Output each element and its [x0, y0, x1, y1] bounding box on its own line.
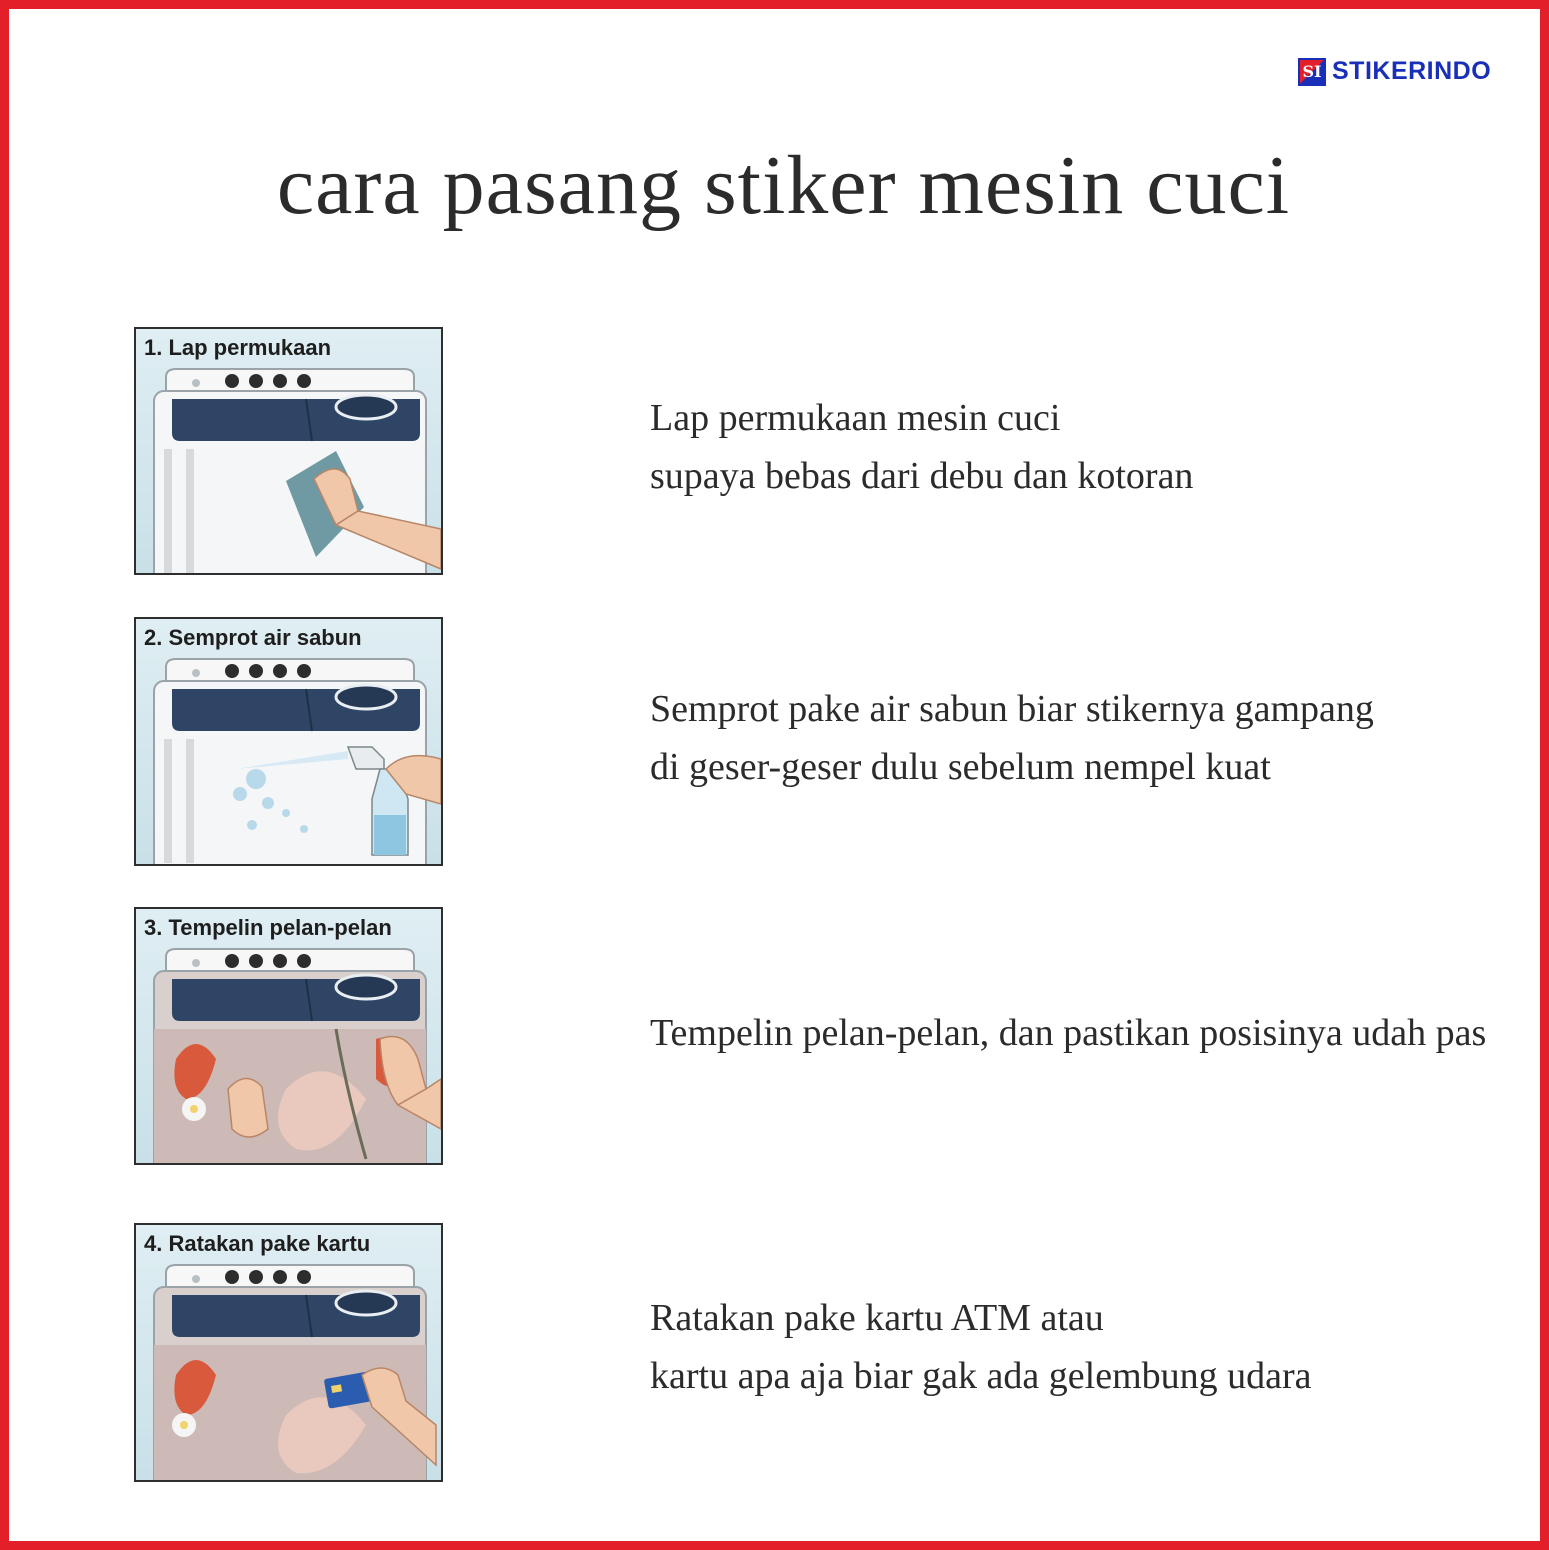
spray-bottle-icon [136, 619, 441, 864]
logo-mark-icon: SI [1298, 58, 1326, 86]
hands-apply-icon [136, 909, 441, 1163]
step-2-label: 2. Semprot air sabun [144, 625, 362, 650]
step-3-line-1: Tempelin pelan-pelan, dan pastikan posisinya udah pas [650, 1012, 1487, 1054]
step-4-illustration [134, 1223, 443, 1482]
step-1-illustration [134, 327, 443, 575]
brand-logo [1298, 57, 1491, 86]
step-1-label: 1. Lap permukaan [144, 335, 332, 360]
step-4-line-1: Ratakan pake kartu ATM atau [650, 1297, 1104, 1339]
step-2-line-1: Semprot pake air sabun biar stikernya gampang [650, 688, 1374, 730]
page-title: cara pasang stiker mesin cuci [276, 139, 1291, 232]
step-1-description [650, 389, 1193, 505]
step-1-line-1: Lap permukaan mesin cuci [650, 397, 1061, 439]
wipe-cloth-icon [136, 329, 441, 573]
step-3-illustration [134, 907, 443, 1165]
brand-name: STIKERINDO [1332, 57, 1492, 85]
step-4-description [650, 1289, 1312, 1405]
step-3-description [650, 1004, 1486, 1062]
step-2-description [650, 680, 1374, 796]
step-4-line-2: kartu apa aja biar gak ada gelembung udara [650, 1355, 1312, 1397]
step-3-label: 3. Tempelin pelan-pelan [144, 915, 392, 940]
step-4-label: 4. Ratakan pake kartu [144, 1231, 371, 1256]
step-2-illustration [134, 617, 443, 866]
step-1-line-2: supaya bebas dari debu dan kotoran [650, 455, 1194, 497]
card-smoothing-icon [136, 1225, 441, 1480]
step-2-line-2: di geser-geser dulu sebelum nempel kuat [650, 746, 1271, 788]
